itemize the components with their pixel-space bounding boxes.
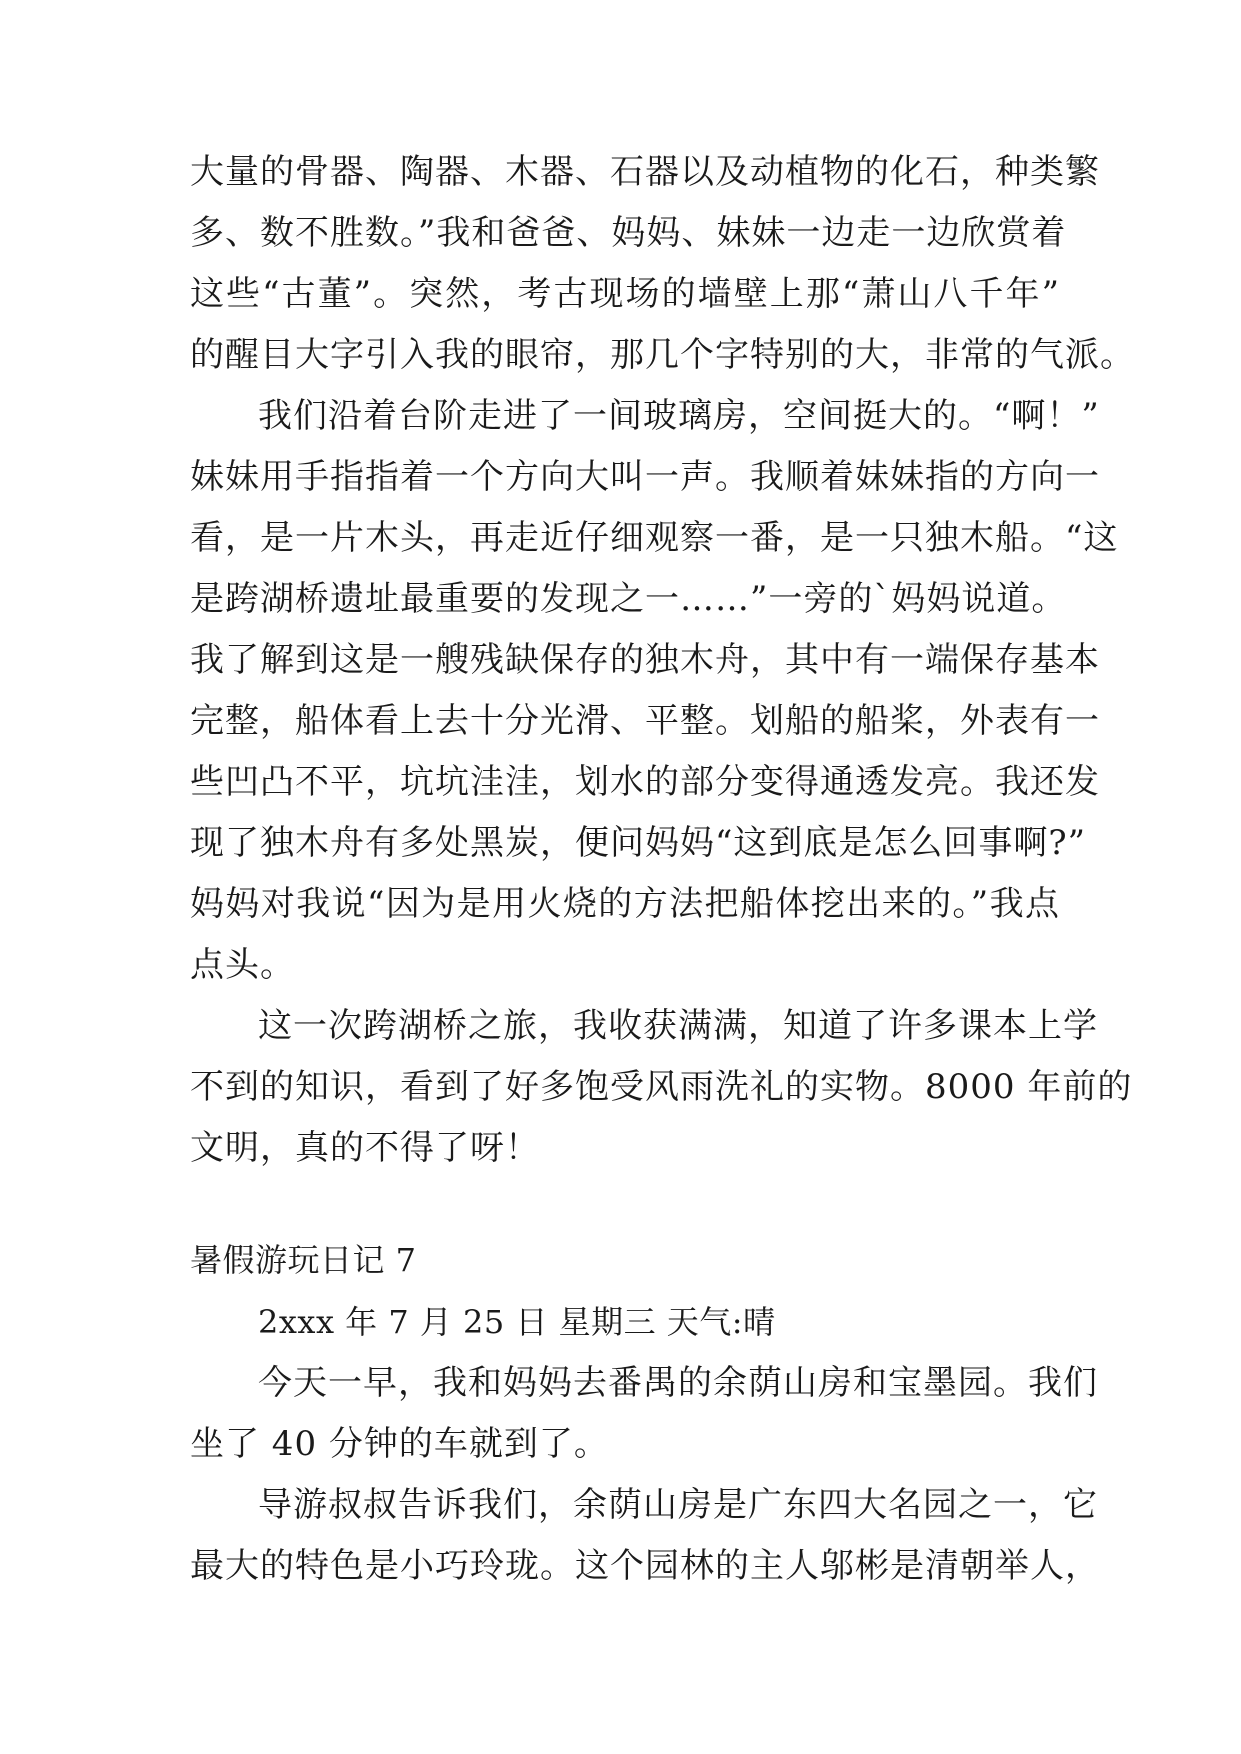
paragraph-2-line-10: 点头。: [190, 945, 295, 985]
paragraph-5-line-2: 最大的特色是小巧玲珑。这个园林的主人邬彬是清朝举人，: [190, 1546, 1100, 1586]
paragraph-1-line-1: 大量的骨器、陶器、木器、石器以及动植物的化石，种类繁: [190, 152, 1100, 192]
paragraph-3-line-3: 文明，真的不得了呀！: [190, 1128, 540, 1168]
paragraph-3-line-2: 不到的知识，看到了好多饱受风雨洗礼的实物。8000 年前的: [190, 1067, 1133, 1107]
paragraph-2-line-6: 完整，船体看上去十分光滑、平整。划船的船桨，外表有一: [190, 701, 1100, 741]
paragraph-1-line-3: 这些“古董”。突然，考古现场的墙壁上那“萧山八千年”: [190, 274, 1060, 314]
date-line: 2xxx 年 7 月 25 日 星期三 天气:晴: [258, 1303, 776, 1341]
paragraph-2-line-2: 妹妹用手指指着一个方向大叫一声。我顺着妹妹指的方向一: [190, 457, 1100, 497]
paragraph-2-line-4: 是跨湖桥遗址最重要的发现之一……”一旁的`妈妈说道。: [190, 579, 1067, 619]
paragraph-1-line-2: 多、数不胜数。”我和爸爸、妈妈、妹妹一边走一边欣赏着: [190, 213, 1067, 253]
paragraph-5-line-1: 导游叔叔告诉我们，余荫山房是广东四大名园之一，它: [258, 1485, 1098, 1525]
paragraph-2-line-7: 些凹凸不平，坑坑洼洼，划水的部分变得通透发亮。我还发: [190, 762, 1100, 802]
section-title: 暑假游玩日记 7: [190, 1241, 417, 1279]
paragraph-2-line-5: 我了解到这是一艘残缺保存的独木舟，其中有一端保存基本: [190, 640, 1100, 680]
paragraph-3-line-1: 这一次跨湖桥之旅，我收获满满，知道了许多课本上学: [258, 1006, 1098, 1046]
paragraph-4-line-2: 坐了 40 分钟的车就到了。: [190, 1424, 609, 1464]
paragraph-2-line-1: 我们沿着台阶走进了一间玻璃房，空间挺大的。“啊！”: [258, 396, 1100, 436]
paragraph-2-line-8: 现了独木舟有多处黑炭，便问妈妈“这到底是怎么回事啊?”: [190, 823, 1086, 863]
paragraph-1-line-4: 的醒目大字引入我的眼帘，那几个字特别的大，非常的气派。: [190, 335, 1135, 375]
paragraph-2-line-3: 看，是一片木头，再走近仔细观察一番，是一只独木船。“这: [190, 518, 1119, 558]
paragraph-2-line-9: 妈妈对我说“因为是用火烧的方法把船体挖出来的。”我点: [190, 884, 1060, 924]
paragraph-4-line-1: 今天一早，我和妈妈去番禺的余荫山房和宝墨园。我们: [258, 1363, 1098, 1403]
